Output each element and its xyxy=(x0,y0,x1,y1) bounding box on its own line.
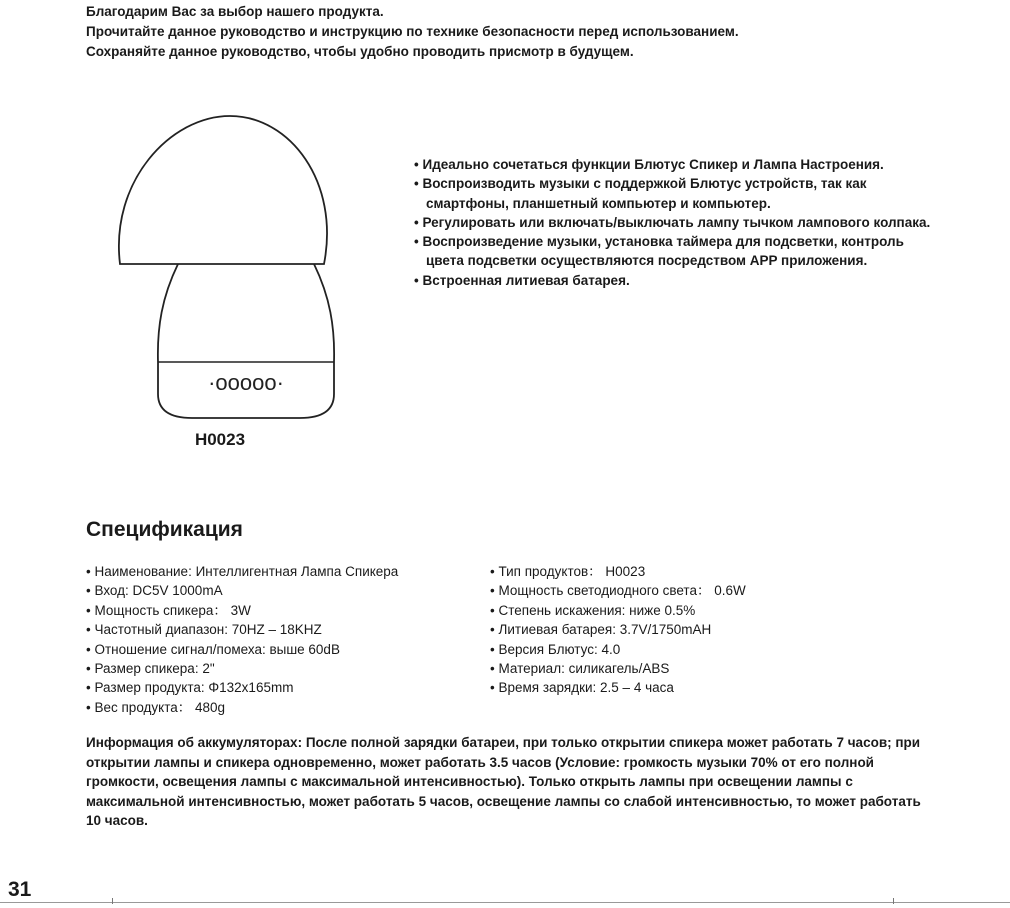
spec-item: • Наименование: Интеллигентная Лампа Спикера xyxy=(86,562,398,581)
feature-item: • Воспроизведение музыки, установка таймера для подсветки, контроль цвета подсветки осуществляются посредством APP приложения. xyxy=(414,232,934,271)
intro-text xyxy=(86,2,739,62)
footer-tick-left xyxy=(112,898,113,904)
spec-item: • Литиевая батарея: 3.7V/1750mAH xyxy=(490,620,746,639)
feature-item: • Воспроизводить музыки с поддержкой Блютус устройств, так как смартфоны, планшетный компьютер и компьютер. xyxy=(414,174,934,213)
spec-item: • Размер спикера: 2" xyxy=(86,659,398,678)
spec-item: • Размер продукта: Φ132x165mm xyxy=(86,678,398,697)
intro-line-2: Прочитайте данное руководство и инструкцию по технике безопасности перед использованием. xyxy=(86,24,739,39)
feature-item: • Регулировать или включать/выключать лампу тычком лампового колпака. xyxy=(414,213,934,232)
spec-title: Спецификация xyxy=(86,518,243,541)
spec-item: • Степень искажения: ниже 0.5% xyxy=(490,601,746,620)
product-illustration xyxy=(100,112,340,462)
spec-item: • Отношение сигнал/помеха: выше 60dB xyxy=(86,640,398,659)
page-number: 31 xyxy=(8,878,32,901)
spec-item: • Время зарядки: 2.5 – 4 часа xyxy=(490,678,746,697)
spec-item: • Тип продуктов： H0023 xyxy=(490,562,746,581)
lamp-cap-shape xyxy=(119,116,327,264)
footer-tick-right xyxy=(893,898,894,904)
model-label: H0023 xyxy=(194,430,246,449)
footer-rule xyxy=(0,902,1010,903)
spec-item: • Версия Блютус: 4.0 xyxy=(490,640,746,659)
lamp-buttons: ·ooooo· xyxy=(208,370,284,395)
spec-item: • Материал: силикагель/ABS xyxy=(490,659,746,678)
spec-item: • Вход: DC5V 1000mA xyxy=(86,581,398,600)
feature-item: • Встроенная литиевая батарея. xyxy=(414,271,934,290)
spec-list-right xyxy=(490,562,746,698)
spec-item: • Частотный диапазон: 70HZ – 18KHZ xyxy=(86,620,398,639)
feature-item: • Идеально сочетаться функции Блютус Спикер и Лампа Настроения. xyxy=(414,155,934,174)
spec-item: • Вес продукта： 480g xyxy=(86,698,398,717)
spec-item: • Мощность спикера： 3W xyxy=(86,601,398,620)
intro-line-3: Сохраняйте данное руководство, чтобы удобно проводить присмотр в будущем. xyxy=(86,44,634,59)
battery-info: Информация об аккумуляторах: После полной зарядки батареи, при только открытии спикера может работать 7 часов; при открытии лампы и спикера одновременно, может работать 3.5 часов (Условие: громкость музыки 70% от его полной громкости, освещения лампы с максимальной интенсивностью). Только открыть лампы при освещении лампы с максимальной интенсивностью, может работать 5 часов, освещение лампы со слабой интенсивностью, то может работать 10 часов. xyxy=(86,735,921,829)
intro-line-1: Благодарим Вас за выбор нашего продукта. xyxy=(86,4,384,19)
feature-list xyxy=(414,155,934,290)
spec-item: • Мощность светодиодного света： 0.6W xyxy=(490,581,746,600)
spec-list-left xyxy=(86,562,398,717)
mushroom-lamp-drawing xyxy=(100,112,340,422)
